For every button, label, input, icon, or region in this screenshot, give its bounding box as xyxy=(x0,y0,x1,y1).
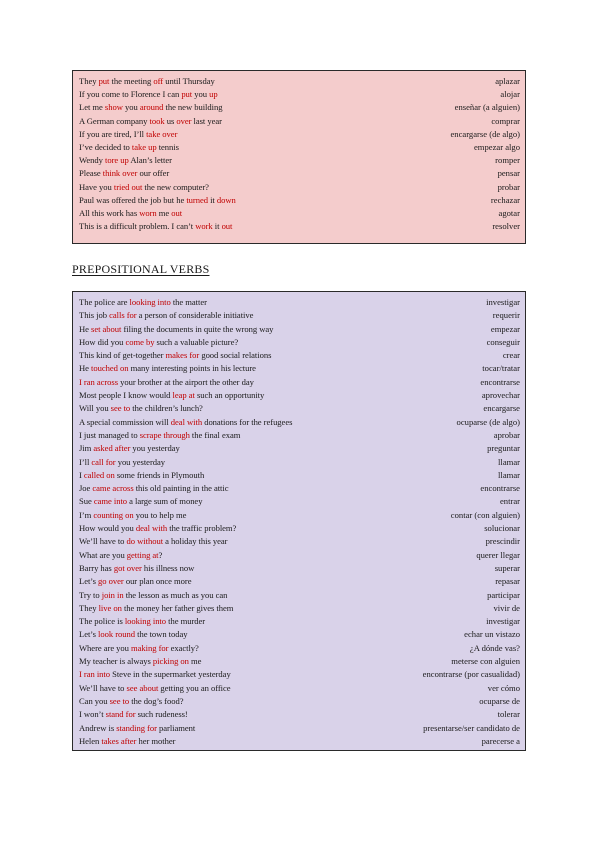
translation: querer llegar xyxy=(476,549,520,560)
sentence-text: it xyxy=(212,221,222,232)
translation: repasar xyxy=(495,576,520,587)
table-row xyxy=(79,323,520,336)
table-row xyxy=(79,207,520,220)
sentence-text: his illness now xyxy=(141,562,195,573)
verb-highlight: tried out xyxy=(113,181,143,192)
translation: requerir xyxy=(492,310,520,321)
sentence-text: Have you xyxy=(79,181,114,192)
sentence-text: you xyxy=(122,102,140,113)
sentence-text: A German company xyxy=(79,115,150,126)
table-row xyxy=(79,154,520,167)
section-heading: PREPOSITIONAL VERBS xyxy=(72,262,210,276)
translation: ocuparse de xyxy=(479,695,520,706)
sentence-text: Jim xyxy=(79,443,94,454)
table-row xyxy=(79,509,520,522)
example-sentence xyxy=(79,628,188,641)
verb-highlight: join in xyxy=(101,589,124,600)
translation: llamar xyxy=(498,469,520,480)
sentence-text: ? xyxy=(158,549,163,560)
translation: aprobar xyxy=(493,429,520,440)
sentence-text: The police is xyxy=(79,616,125,627)
sentence-text: Andrew is xyxy=(79,722,117,733)
verb-highlight: I ran across xyxy=(79,376,119,387)
translation: pensar xyxy=(497,168,520,179)
example-sentence xyxy=(79,323,273,336)
sentence-text: I’m xyxy=(79,509,94,520)
sentence-text: Paul was offered the job but he xyxy=(79,194,187,205)
table-row xyxy=(79,296,520,309)
sentence-text: it xyxy=(207,194,217,205)
sentence-text: This job xyxy=(79,310,110,321)
sentence-text: exactly? xyxy=(168,642,199,653)
translation: encargarse (de algo) xyxy=(450,128,520,139)
phrasal-verbs-table xyxy=(72,70,526,244)
sentence-text: the money her father gives them xyxy=(121,602,234,613)
example-sentence xyxy=(79,194,236,207)
table-row xyxy=(79,695,520,708)
example-sentence xyxy=(79,522,236,535)
sentence-text: some friends in Plymouth xyxy=(114,469,205,480)
table-row xyxy=(79,416,520,429)
table-row xyxy=(79,628,520,641)
sentence-text: How did you xyxy=(79,336,126,347)
sentence-text: you to help me xyxy=(133,509,187,520)
sentence-text: the murder xyxy=(166,616,206,627)
table-row xyxy=(79,589,520,602)
table-row xyxy=(79,522,520,535)
sentence-text: the matter xyxy=(170,297,207,307)
sentence-text: Can you xyxy=(79,695,110,706)
sentence-text: I just managed to xyxy=(79,429,140,440)
sentence-text: getting you an office xyxy=(158,682,231,693)
table-row xyxy=(79,602,520,615)
translation: ocuparse (de algo) xyxy=(456,416,520,427)
translation: meterse con alguien xyxy=(451,656,520,667)
sentence-text: the lesson as much as you can xyxy=(123,589,228,600)
verb-highlight: put xyxy=(181,89,193,100)
verb-highlight: deal with xyxy=(170,416,203,427)
verb-highlight: asked after xyxy=(93,443,131,454)
sentence-text: the meeting xyxy=(109,76,154,86)
verb-highlight: up xyxy=(209,89,218,100)
sentence-text: parliament xyxy=(156,722,196,733)
table-row xyxy=(79,668,520,681)
sentence-text: our plan once more xyxy=(123,576,192,587)
sentence-text: The police are xyxy=(79,297,130,307)
verb-highlight: worn xyxy=(139,208,157,219)
translation: conseguir xyxy=(486,336,520,347)
verb-highlight: looking into xyxy=(129,297,171,307)
example-sentence xyxy=(79,309,253,322)
sentence-text: They xyxy=(79,76,99,86)
example-sentence xyxy=(79,362,256,375)
example-sentence xyxy=(79,429,240,442)
verb-highlight: deal with xyxy=(135,523,168,534)
verb-highlight: stand for xyxy=(105,709,136,720)
translation: rechazar xyxy=(490,194,520,205)
sentence-text: the final exam xyxy=(189,429,241,440)
verb-highlight: show xyxy=(104,102,123,113)
example-sentence xyxy=(79,207,182,220)
table-row xyxy=(79,642,520,655)
sentence-text: a large sum of money xyxy=(127,496,203,507)
translation: contar (con alguien) xyxy=(450,509,520,520)
translation: empezar xyxy=(490,323,520,334)
example-sentence xyxy=(79,589,227,602)
verb-highlight: touched on xyxy=(91,363,129,374)
table-row xyxy=(79,615,520,628)
verb-highlight: call for xyxy=(91,456,116,467)
sentence-text: the new computer? xyxy=(142,181,209,192)
sentence-text: He xyxy=(79,323,92,334)
sentence-text: We’ll have to xyxy=(79,682,127,693)
translation: preguntar xyxy=(487,443,520,454)
translation: encargarse xyxy=(483,403,520,414)
verb-highlight: counting on xyxy=(93,509,134,520)
sentence-text: Where are you xyxy=(79,642,132,653)
table-row xyxy=(79,309,520,322)
table-row xyxy=(79,708,520,721)
sentence-text: He xyxy=(79,363,92,374)
sentence-text: Try to xyxy=(79,589,102,600)
sentence-text: you xyxy=(192,89,210,100)
table-row xyxy=(79,735,520,748)
verb-highlight: getting at xyxy=(126,549,159,560)
sentence-text: Alan’s letter xyxy=(128,155,172,166)
example-sentence xyxy=(79,642,199,655)
table-row xyxy=(79,429,520,442)
sentence-text: Most people I know would xyxy=(79,390,173,401)
verb-highlight: do without xyxy=(126,536,164,547)
sentence-text: Let’s xyxy=(79,629,99,640)
translation: romper xyxy=(495,155,520,166)
translation: solucionar xyxy=(484,523,520,534)
example-sentence xyxy=(79,708,188,721)
verb-highlight: see about xyxy=(126,682,159,693)
sentence-text: the traffic problem? xyxy=(167,523,237,534)
translation: encontrarse (por casualidad) xyxy=(422,669,520,680)
verb-highlight: came into xyxy=(93,496,128,507)
verb-highlight: look round xyxy=(98,629,136,640)
translation: parecerse a xyxy=(481,735,520,746)
example-sentence xyxy=(79,115,222,128)
sentence-text: Let’s xyxy=(79,576,99,587)
verb-highlight: go over xyxy=(98,576,124,587)
example-sentence xyxy=(79,495,202,508)
example-sentence xyxy=(79,575,192,588)
example-sentence xyxy=(79,549,162,562)
sentence-text: Wendy xyxy=(79,155,105,166)
table-row xyxy=(79,389,520,402)
example-sentence xyxy=(79,602,233,615)
sentence-text: the children’s lunch? xyxy=(130,403,203,414)
translation: entrar xyxy=(499,496,520,507)
sentence-text: If you are tired, I’ll xyxy=(79,128,147,139)
translation: aplazar xyxy=(495,76,520,86)
verb-highlight: come by xyxy=(125,336,155,347)
sentence-text: They xyxy=(79,602,99,613)
sentence-text: this old painting in the attic xyxy=(133,483,229,494)
verb-highlight: out xyxy=(171,208,183,219)
verb-highlight: turned xyxy=(186,194,208,205)
sentence-text: Barry has xyxy=(79,562,114,573)
translation: crear xyxy=(502,350,520,361)
table-row xyxy=(79,722,520,735)
sentence-text: last year xyxy=(191,115,222,126)
verb-highlight: calls for xyxy=(109,310,137,321)
example-sentence xyxy=(79,376,254,389)
prepositional-verbs-table xyxy=(72,291,526,751)
table-row xyxy=(79,456,520,469)
verb-highlight: came across xyxy=(92,483,134,494)
table-row xyxy=(79,220,520,233)
table-row xyxy=(79,194,520,207)
sentence-text: good social relations xyxy=(199,350,272,361)
example-sentence xyxy=(79,88,218,101)
table-row xyxy=(79,181,520,194)
translation: alojar xyxy=(500,89,520,100)
sentence-text: many interesting points in his lecture xyxy=(128,363,256,374)
translation: aprovechar xyxy=(481,390,520,401)
sentence-text: All this work has xyxy=(79,208,140,219)
verb-highlight: I ran into xyxy=(79,669,111,680)
verb-highlight: picking on xyxy=(152,656,189,667)
table-row xyxy=(79,141,520,154)
verb-highlight: takes after xyxy=(101,735,137,746)
sentence-text: donations for the refugees xyxy=(202,416,293,427)
table-row xyxy=(79,482,520,495)
translation: ver cómo xyxy=(487,682,520,693)
sentence-text: such an opportunity xyxy=(194,390,265,401)
verb-highlight: scrape through xyxy=(139,429,190,440)
example-sentence xyxy=(79,402,203,415)
sentence-text: you yesterday xyxy=(115,456,166,467)
example-sentence xyxy=(79,682,231,695)
table-row xyxy=(79,562,520,575)
translation: encontrarse xyxy=(480,376,520,387)
sentence-text: you yesterday xyxy=(130,443,180,454)
verb-highlight: think over xyxy=(102,168,138,179)
translation: tocar/tratar xyxy=(482,363,520,374)
verb-highlight: down xyxy=(216,194,236,205)
example-sentence xyxy=(79,389,264,402)
table-row xyxy=(79,682,520,695)
verb-highlight: got over xyxy=(113,562,142,573)
translation: investigar xyxy=(486,616,520,627)
example-sentence xyxy=(79,220,232,233)
verb-highlight: around xyxy=(139,102,164,113)
sentence-text: such a valuable picture? xyxy=(154,336,239,347)
sentence-text: her mother xyxy=(136,735,176,746)
example-sentence xyxy=(79,128,177,141)
sentence-text: Sue xyxy=(79,496,94,507)
sentence-text: me xyxy=(156,208,172,219)
verb-highlight: work xyxy=(195,221,213,232)
table-row xyxy=(79,575,520,588)
sentence-text: your brother at the airport the other day xyxy=(118,376,254,387)
sentence-text: Please xyxy=(79,168,103,179)
verb-highlight: put xyxy=(98,76,110,86)
sentence-text: our offer xyxy=(137,168,170,179)
verb-highlight: see to xyxy=(109,695,130,706)
sentence-text: I xyxy=(79,469,84,480)
example-sentence xyxy=(79,535,227,548)
example-sentence xyxy=(79,141,179,154)
sentence-text: such rudeness! xyxy=(135,709,188,720)
example-sentence xyxy=(79,695,184,708)
example-sentence xyxy=(79,181,209,194)
table-row xyxy=(79,442,520,455)
sentence-text: filing the documents in quite the wrong way xyxy=(121,323,274,334)
translation: empezar algo xyxy=(473,142,520,153)
sentence-text: me xyxy=(188,656,202,667)
translation: llamar xyxy=(498,456,520,467)
example-sentence xyxy=(79,735,175,748)
sentence-text: How would you xyxy=(79,523,136,534)
translation: agotar xyxy=(498,208,520,219)
example-sentence xyxy=(79,75,215,88)
sentence-text: I’ll xyxy=(79,456,92,467)
sentence-text: a holiday this year xyxy=(163,536,228,547)
table-row xyxy=(79,362,520,375)
translation: comprar xyxy=(491,115,520,126)
verb-highlight: took xyxy=(149,115,165,126)
table-row xyxy=(79,336,520,349)
example-sentence xyxy=(79,562,194,575)
example-sentence xyxy=(79,509,186,522)
sentence-text: I won’t xyxy=(79,709,106,720)
example-sentence xyxy=(79,655,201,668)
table-row xyxy=(79,655,520,668)
verb-highlight: makes for xyxy=(165,350,200,361)
sentence-text: the dog’s food? xyxy=(129,695,184,706)
table-row xyxy=(79,167,520,180)
example-sentence xyxy=(79,456,165,469)
sentence-text: the new building xyxy=(163,102,223,113)
example-sentence xyxy=(79,416,292,429)
translation: echar un vistazo xyxy=(464,629,520,640)
sentence-text: Steve in the supermarket yesterday xyxy=(110,669,231,680)
verb-highlight: called on xyxy=(83,469,115,480)
table-row xyxy=(79,101,520,114)
sentence-text: This is a difficult problem. I can’t xyxy=(79,221,196,232)
verb-highlight: leap at xyxy=(172,390,195,401)
example-sentence xyxy=(79,482,229,495)
translation: resolver xyxy=(492,221,520,232)
sentence-text: us xyxy=(164,115,177,126)
table-row xyxy=(79,115,520,128)
table-row xyxy=(79,469,520,482)
table-row xyxy=(79,75,520,88)
verb-highlight: looking into xyxy=(124,616,167,627)
translation: probar xyxy=(497,181,520,192)
table-row xyxy=(79,88,520,101)
verb-highlight: making for xyxy=(131,642,169,653)
sentence-text: the town today xyxy=(135,629,188,640)
verb-highlight: tore up xyxy=(104,155,129,166)
example-sentence xyxy=(79,349,271,362)
translation: vivir de xyxy=(493,602,520,613)
verb-highlight: take over xyxy=(146,128,178,139)
example-sentence xyxy=(79,722,195,735)
sentence-text: If you come to Florence I can xyxy=(79,89,182,100)
translation: presentarse/ser candidato de xyxy=(423,722,520,733)
table-row xyxy=(79,549,520,562)
table-row xyxy=(79,376,520,389)
translation: ¿A dónde vas? xyxy=(469,642,520,653)
example-sentence xyxy=(79,154,172,167)
example-sentence xyxy=(79,296,207,309)
sentence-text: This kind of get-together xyxy=(79,350,166,361)
sentence-text: tennis xyxy=(156,142,179,153)
sentence-text: Will you xyxy=(79,403,111,414)
verb-highlight: set about xyxy=(91,323,122,334)
table-row xyxy=(79,495,520,508)
verb-highlight: take up xyxy=(131,142,157,153)
sentence-text: Joe xyxy=(79,483,93,494)
verb-highlight: off xyxy=(153,76,164,86)
verb-highlight: standing for xyxy=(116,722,157,733)
translation: encontrarse xyxy=(480,483,520,494)
table-row xyxy=(79,535,520,548)
translation: prescindir xyxy=(485,536,520,547)
example-sentence xyxy=(79,167,169,180)
verb-highlight: live on xyxy=(98,602,122,613)
sentence-text: What are you xyxy=(79,549,127,560)
translation: tolerar xyxy=(497,709,520,720)
translation: participar xyxy=(487,589,520,600)
verb-highlight: see to xyxy=(110,403,131,414)
sentence-text: Helen xyxy=(79,735,102,746)
translation: superar xyxy=(494,562,520,573)
example-sentence xyxy=(79,101,222,114)
example-sentence xyxy=(79,615,205,628)
sentence-text: A special commission will xyxy=(79,416,171,427)
translation: investigar xyxy=(486,297,520,307)
example-sentence xyxy=(79,336,238,349)
sentence-text: a person of considerable initiative xyxy=(136,310,254,321)
table-row xyxy=(79,402,520,415)
sentence-text: I’ve decided to xyxy=(79,142,132,153)
table-row xyxy=(79,349,520,362)
translation: enseñar (a alguien) xyxy=(454,102,520,113)
verb-highlight: out xyxy=(221,221,233,232)
sentence-text: My teacher is always xyxy=(79,656,153,667)
sentence-text: Let me xyxy=(79,102,105,113)
example-sentence xyxy=(79,668,231,681)
table-row xyxy=(79,128,520,141)
verb-highlight: over xyxy=(176,115,192,126)
example-sentence xyxy=(79,442,180,455)
sentence-text: until Thursday xyxy=(163,76,215,86)
example-sentence xyxy=(79,469,204,482)
sentence-text: We’ll have to xyxy=(79,536,127,547)
